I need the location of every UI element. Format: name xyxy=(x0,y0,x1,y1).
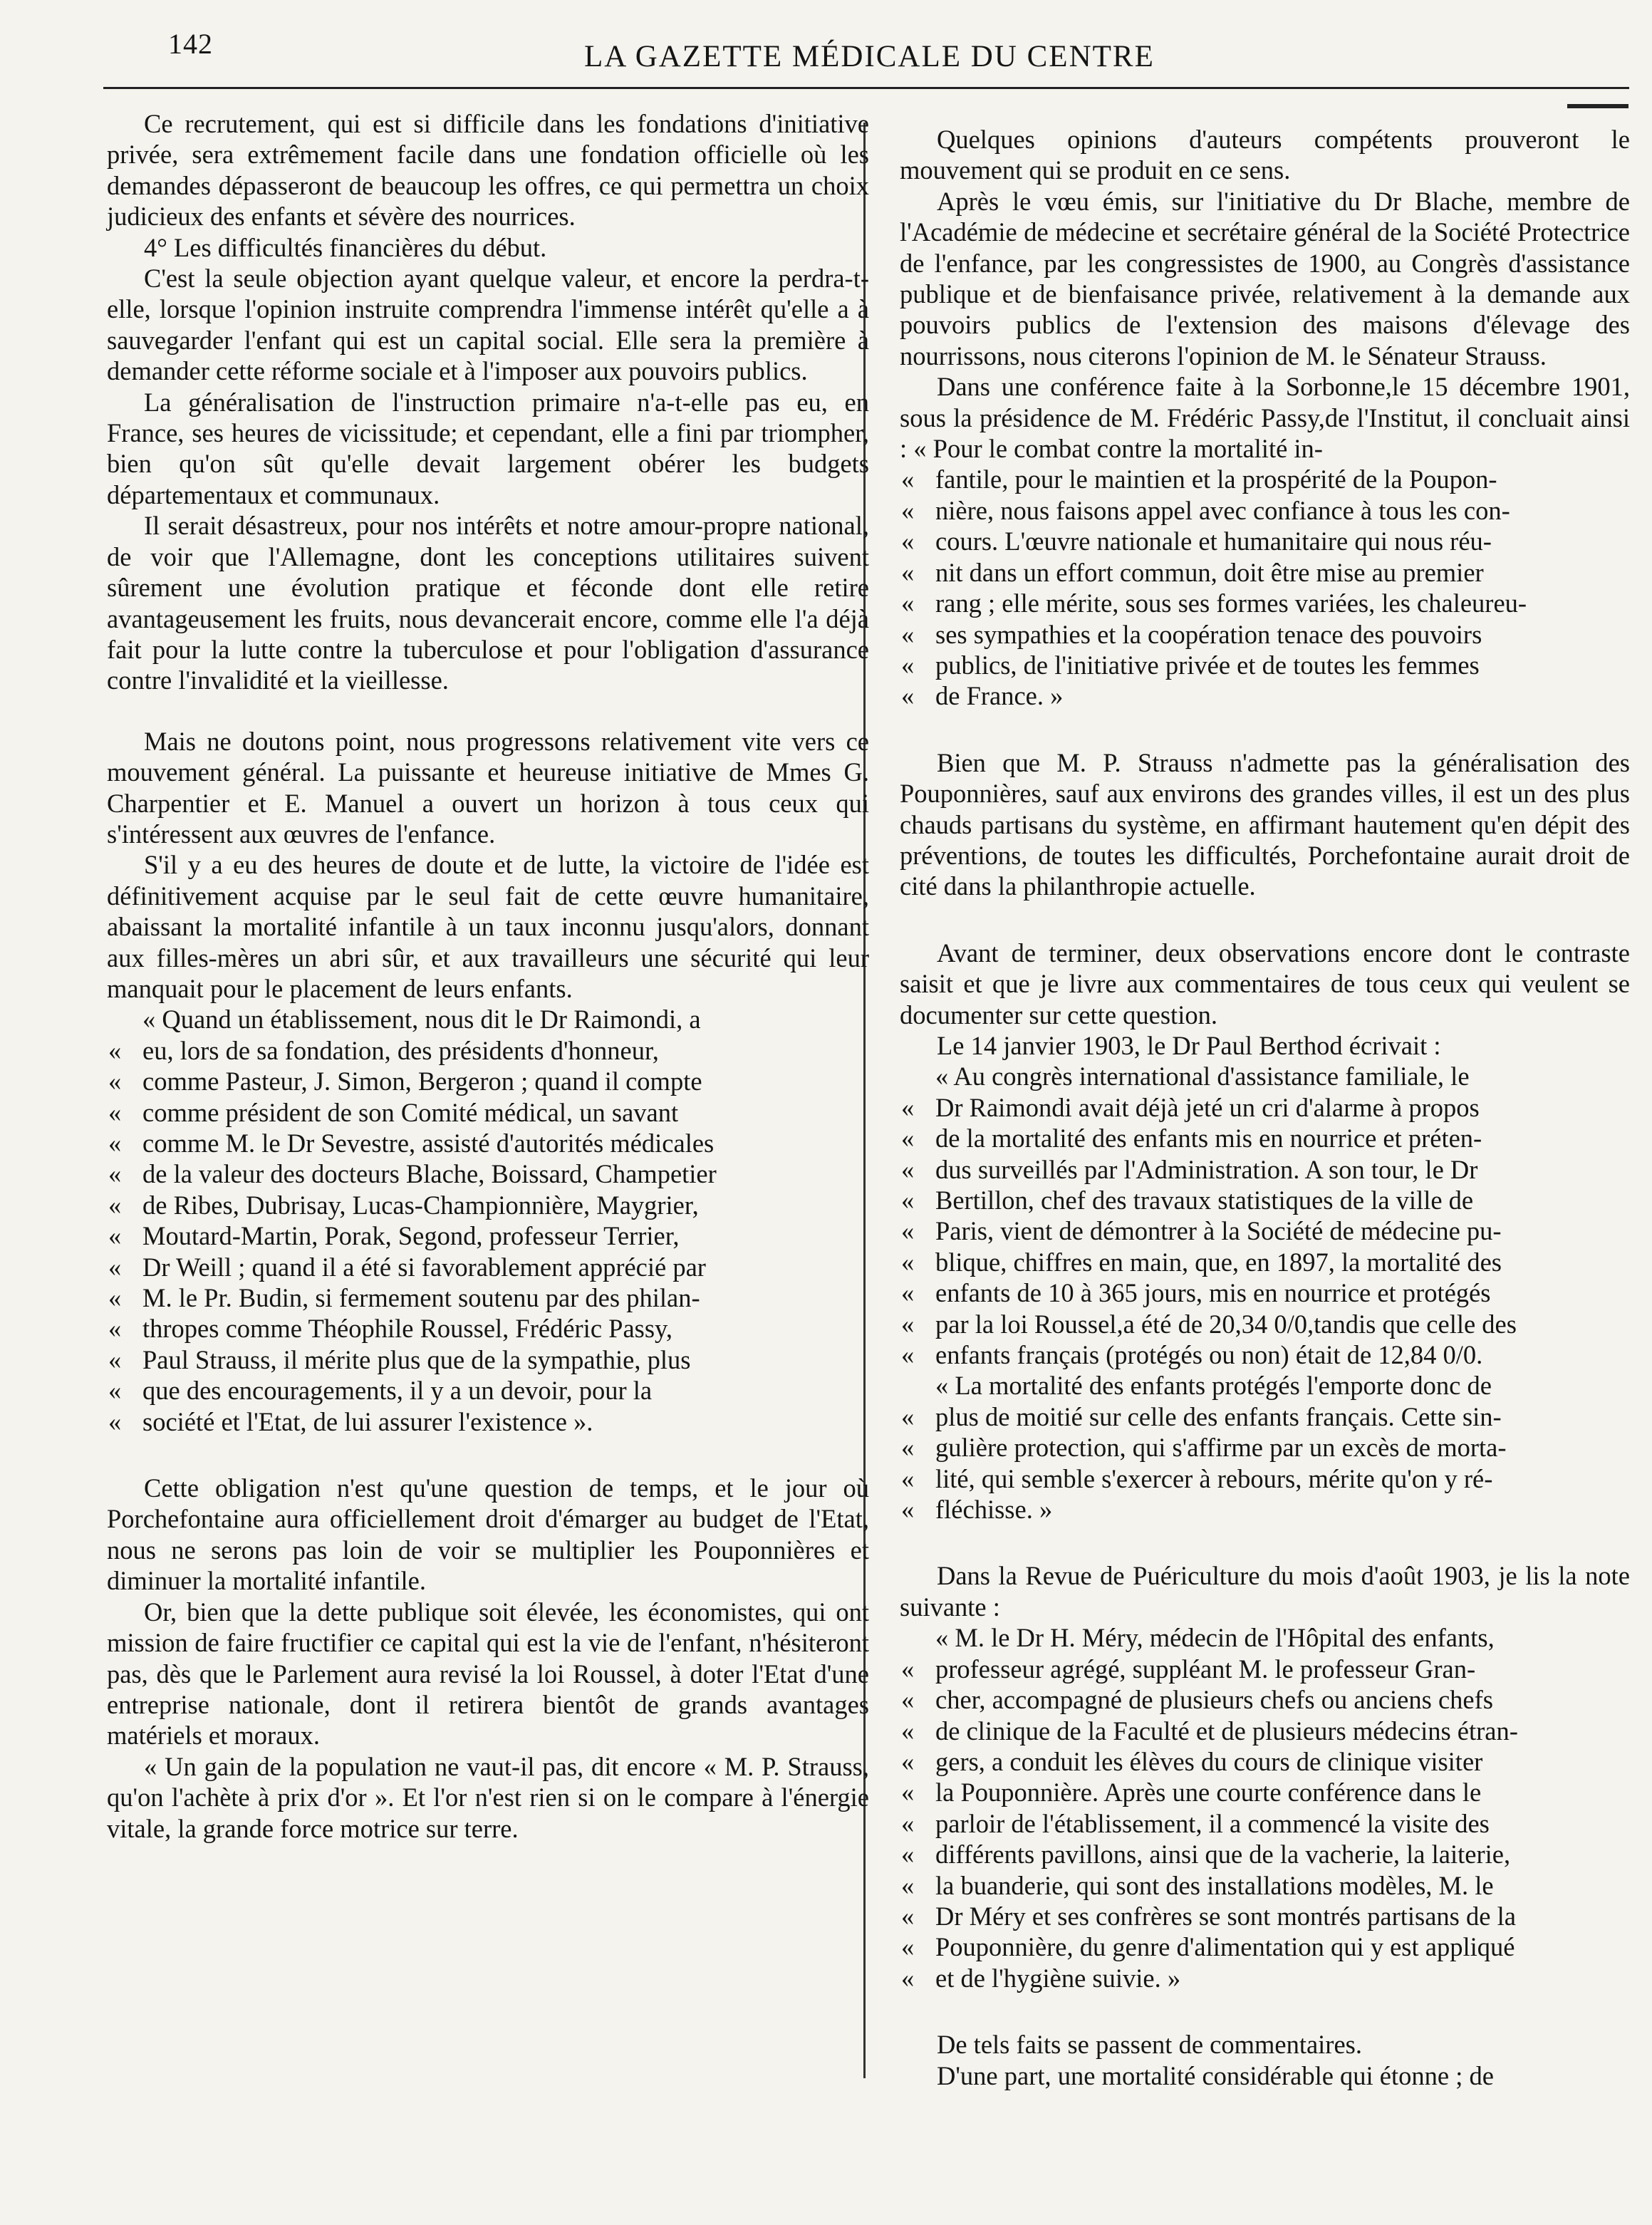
quotation-raimondi xyxy=(107,1004,869,1437)
quote-line: « de clinique de la Faculté et de plusieurs médecins étran- xyxy=(935,1716,1630,1746)
paragraph: Ce recrutement, qui est si difficile dans les fondations d'initiative privée, sera extrêmement facile dans une fondation officielle où les demandes dépasseront de beaucoup les offres, ce qui permettra un choix judicieux des enfants et sévère des nourrices. xyxy=(107,109,869,232)
paragraph: 4° Les difficultés financières du début. xyxy=(144,232,547,262)
quote-line: « Au congrès international d'assistance familiale, le xyxy=(935,1062,1470,1091)
quotation-berthod xyxy=(900,1061,1630,1525)
quote-line: « cher, accompagné de plusieurs chefs ou anciens chefs xyxy=(935,1684,1630,1715)
quote-line: « eu, lors de sa fondation, des présidents d'honneur, xyxy=(142,1035,869,1066)
quote-line: « la buanderie, qui sont des installations modèles, M. le xyxy=(935,1870,1630,1901)
quotation-mery xyxy=(900,1622,1630,1993)
quote-line: « plus de moitié sur celle des enfants français. Cette sin- xyxy=(935,1401,1630,1432)
paragraph: Cette obligation n'est qu'une question de temps, et le jour où Porchefontaine aura officiellement droit d'émarger au budget de l'Etat, nous ne serons pas loin de voir se multiplier les Pouponnières et diminuer la mortalité infantile. xyxy=(107,1473,869,1596)
right-column xyxy=(900,124,1630,2091)
quote-line: « enfants français (protégés ou non) était de 12,84 0/0. xyxy=(935,1339,1630,1370)
quote-line: « enfants de 10 à 365 jours, mis en nourrice et protégés xyxy=(935,1277,1630,1308)
quote-line: « la Pouponnière. Après une courte conférence dans le xyxy=(935,1777,1630,1808)
paragraph: La généralisation de l'instruction primaire n'a-t-elle pas eu, en France, ses heures de vicissitude; et cependant, elle a fini par triompher, bien qu'on sût qu'elle devait largement obérer les budgets départementaux et communaux. xyxy=(107,387,869,509)
paragraph: S'il y a eu des heures de doute et de lutte, la victoire de l'idée est définitivement acquise par le seul fait de cette œuvre humanitaire, abaissant la mortalité infantile à un taux inconnu jusqu'alors, donnant aux filles-mères un abri sûr, et aux travailleurs une sécurité qui leur manquait pour le placement de leurs enfants. xyxy=(107,850,869,1003)
quote-line: « Pouponnière, du genre d'alimentation qui y est appliqué xyxy=(935,1931,1630,1962)
quote-line: « nière, nous faisons appel avec confiance à tous les con- xyxy=(935,495,1630,526)
quote-line: « thropes comme Théophile Roussel, Frédéric Passy, xyxy=(142,1313,869,1344)
header-rule-accent xyxy=(1567,104,1628,108)
paragraph: Dans la Revue de Puériculture du mois d'août 1903, je lis la note suivante : xyxy=(900,1561,1630,1622)
paragraph: Bien que M. P. Strauss n'admette pas la généralisation des Pouponnières, sauf aux environs des grandes villes, il est un des plus chauds partisans du système, en affirmant hautement qu'en dépit des préventions, de toutes les difficultés, Porchefontaine aurait droit de cité dans la philanthropie actuelle. xyxy=(900,747,1630,901)
paragraph: Après le vœu émis, sur l'initiative du Dr Blache, membre de l'Académie de médecine et secrétaire général de la Société Protectrice de l'enfance, par les congressistes de 1900, au Congrès d'assistance publique et de bienfaisance privée, relativement à la demande aux pouvoirs publics de l'extension des maisons d'élevage des nourrissons, nous citerons l'opinion de M. le Sénateur Strauss. xyxy=(900,186,1630,370)
quote-line: « La mortalité des enfants protégés l'emporte donc de xyxy=(935,1371,1492,1401)
quote-line: « Dr Raimondi avait déjà jeté un cri d'alarme à propos xyxy=(935,1092,1630,1123)
quote-line: « fléchisse. » xyxy=(935,1494,1630,1525)
paragraph: Quelques opinions d'auteurs compétents prouveront le mouvement qui se produit en ce sens. xyxy=(900,125,1630,185)
quote-line: « Paris, vient de démontrer à la Société de médecine pu- xyxy=(935,1215,1630,1246)
quote-line: « différents pavillons, ainsi que de la vacherie, la laiterie, xyxy=(935,1839,1630,1869)
quote-line: « M. le Pr. Budin, si fermement soutenu par des philan- xyxy=(142,1282,869,1313)
quote-line: « cours. L'œuvre nationale et humanitaire qui nous réu- xyxy=(935,526,1630,556)
quote-line: « Moutard-Martin, Porak, Segond, professeur Terrier, xyxy=(142,1220,869,1251)
paragraph: C'est la seule objection ayant quelque valeur, et encore la perdra-t-elle, lorsque l'opinion instruite comprendra l'immense intérêt qu'elle a à sauvegarder l'enfant qui est un capital social. Elle sera la première à demander cette réforme sociale et à l'imposer aux pouvoirs publics. xyxy=(107,264,869,386)
journal-title: LA GAZETTE MÉDICALE DU CENTRE xyxy=(584,40,1155,73)
quote-line: « M. le Dr H. Méry, médecin de l'Hôpital des enfants, xyxy=(935,1623,1495,1653)
quote-line: « Bertillon, chef des travaux statistiques de la ville de xyxy=(935,1185,1630,1215)
quote-line: « gers, a conduit les élèves du cours de clinique visiter xyxy=(935,1746,1630,1777)
paragraph: Dans une conférence faite à la Sorbonne,le 15 décembre 1901, sous la présidence de M. Frédéric Passy,de l'Institut, il concluait ainsi : « Pour le combat contre la mortalité in- xyxy=(900,372,1630,464)
quote-line: « de Ribes, Dubrisay, Lucas-Championnière, Maygrier, xyxy=(142,1190,869,1220)
quote-line: « que des encouragements, il y a un devoir, pour la xyxy=(142,1375,869,1406)
paragraph: Mais ne doutons point, nous progressons relativement vite vers ce mouvement général. La puissante et heureuse initiative de Mmes G. Charpentier et E. Manuel a ouvert un horizon à tous ceux qui s'intéressent aux œuvres de l'enfance. xyxy=(107,726,869,849)
quote-line: « de France. » xyxy=(935,680,1630,711)
page-number: 142 xyxy=(168,28,213,60)
left-column xyxy=(107,108,869,1844)
quote-line: « comme Pasteur, J. Simon, Bergeron ; quand il compte xyxy=(142,1066,869,1096)
quote-line: « Quand un établissement, nous dit le Dr Raimondi, a xyxy=(142,1005,701,1034)
paragraph: De tels faits se passent de commentaires. xyxy=(937,2030,1362,2060)
quote-line: « parloir de l'établissement, il a commencé la visite des xyxy=(935,1808,1630,1839)
quote-line: « fantile, pour le maintien et la prospérité de la Poupon- xyxy=(935,464,1630,494)
quote-line: « blique, chiffres en main, que, en 1897, la mortalité des xyxy=(935,1247,1630,1277)
quote-line: « et de l'hygiène suivie. » xyxy=(935,1963,1630,1993)
quote-line: « gulière protection, qui s'affirme par un excès de morta- xyxy=(935,1432,1630,1463)
quote-line: « ses sympathies et la coopération tenace des pouvoirs xyxy=(935,619,1630,650)
quote-line: « de la valeur des docteurs Blache, Boissard, Champetier xyxy=(142,1158,869,1189)
paragraph: Avant de terminer, deux observations encore dont le contraste saisit et que je livre aux commentaires de tous ceux qui veulent se documenter sur cette question. xyxy=(900,938,1630,1029)
paragraph: « Un gain de la population ne vaut-il pas, dit encore « M. P. Strauss, qu'on l'achète à prix d'or ». Et l'or n'est rien si on le compare à l'énergie vitale, la grande force motrice sur terre. xyxy=(107,1751,869,1843)
paragraph: Le 14 janvier 1903, le Dr Paul Berthod écrivait : xyxy=(937,1030,1441,1060)
quote-line: « nit dans un effort commun, doit être mise au premier xyxy=(935,557,1630,588)
quote-line: « de la mortalité des enfants mis en nourrice et préten- xyxy=(935,1123,1630,1153)
quote-line: « Dr Weill ; quand il a été si favorablement apprécié par xyxy=(142,1252,869,1282)
header-rule xyxy=(103,87,1629,89)
paragraph: Or, bien que la dette publique soit élevée, les économistes, qui ont mission de faire fructifier ce capital qui est la vie de l'enfant, n'hésiteront pas, dès que le Parlement aura revisé la loi Roussel, à doter l'Etat d'une entreprise nationale, dont il retirera bientôt de grands avantages matériels et moraux. xyxy=(107,1597,869,1751)
paragraph: D'une part, une mortalité considérable qui étonne ; de xyxy=(937,2060,1494,2090)
quote-line: « comme président de son Comité médical, un savant xyxy=(142,1097,869,1128)
quote-line: « société et l'Etat, de lui assurer l'existence ». xyxy=(142,1406,869,1437)
quote-line: « professeur agrégé, suppléant M. le professeur Gran- xyxy=(935,1654,1630,1684)
paragraph: Il serait désastreux, pour nos intérêts et notre amour-propre national, de voir que l'Allemagne, dont les conceptions utilitaires suivent sûrement une évolution pratique et féconde dont elle retire avantageusement les fruits, nous devancerait encore, comme elle l'a déjà fait pour la lutte contre la tuberculose et pour l'obligation d'assurance contre l'invalidité et la vieillesse. xyxy=(107,511,869,695)
quote-line: « dus surveillés par l'Administration. A son tour, le Dr xyxy=(935,1154,1630,1185)
quote-line: « par la loi Roussel,a été de 20,34 0/0,tandis que celle des xyxy=(935,1309,1630,1339)
quotation-strauss xyxy=(900,464,1630,711)
quote-line: « Paul Strauss, il mérite plus que de la sympathie, plus xyxy=(142,1344,869,1375)
quote-line: « rang ; elle mérite, sous ses formes variées, les chaleureu- xyxy=(935,588,1630,618)
quote-line: « comme M. le Dr Sevestre, assisté d'autorités médicales xyxy=(142,1128,869,1158)
quote-line: « Dr Méry et ses confrères se sont montrés partisans de la xyxy=(935,1901,1630,1931)
quote-line: « publics, de l'initiative privée et de toutes les femmes xyxy=(935,650,1630,680)
quote-line: « lité, qui semble s'exercer à rebours, mérite qu'on y ré- xyxy=(935,1463,1630,1494)
